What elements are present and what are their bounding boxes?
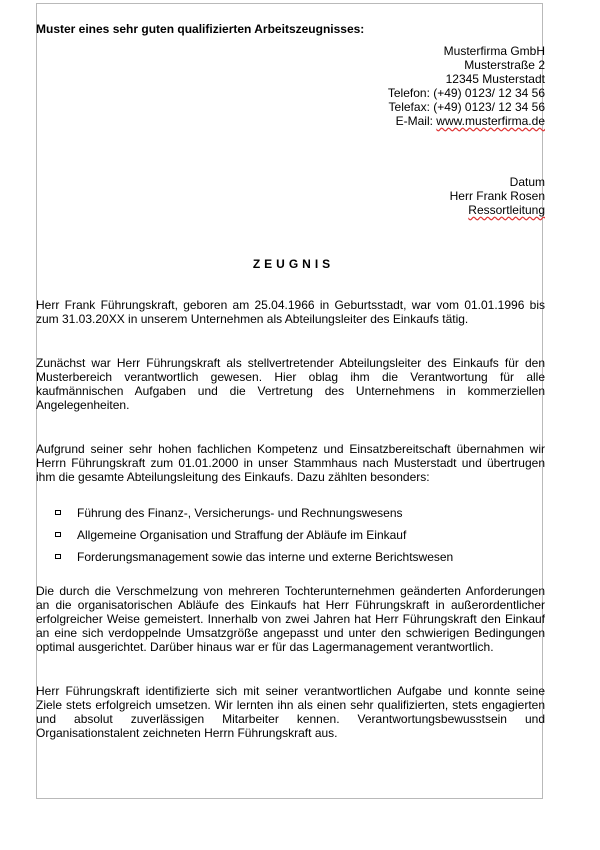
list-item (36, 506, 545, 520)
email-label: E-Mail: (395, 114, 437, 128)
sender-city: 12345 Musterstadt (445, 72, 545, 86)
document-heading: Muster eines sehr guten qualifizierten Arbeitszeugnisses: (36, 22, 365, 36)
square-bullet-icon (55, 510, 61, 515)
recipient-block (36, 175, 545, 217)
sender-fax: Telefax: (+49) 0123/ 12 34 56 (388, 100, 545, 114)
sender-phone: Telefon: (+49) 0123/ 12 34 56 (387, 86, 545, 100)
sender-address-block (36, 44, 545, 128)
list-item-text: Forderungsmanagement sowie das interne und externe Berichtswesen (77, 550, 454, 564)
responsibilities-list (36, 506, 545, 564)
sender-street: Musterstraße 2 (464, 58, 545, 72)
recipient-role-text: Ressortleitung (468, 203, 545, 217)
paragraph-assessment: Herr Führungskraft identifizierte sich mit seiner verantwortlichen Aufgabe und konnte seine Ziele stets erfolgreich umsetzen. Wir lernten ihn als einen sehr qualifizierten, stets engagierten und absolut zuverlässigen Mitarbeiter kennen. Verantwortungsbewusstsein und Organisationstalent zeichneten Herrn Führungskraft aus. (36, 684, 545, 740)
square-bullet-icon (55, 532, 61, 537)
list-item (36, 528, 545, 542)
list-item (36, 550, 545, 564)
square-bullet-icon (55, 554, 61, 559)
list-item-text: Allgemeine Organisation und Straffung der Abläufe im Einkauf (77, 528, 407, 542)
sender-email-line (36, 114, 545, 128)
paragraph-achievements: Die durch die Verschmelzung von mehreren Tochterunternehmen geänderten Anforderungen an die organisatorischen Abläufe des Einkaufs hat Herr Führungskraft in außerordentlicher erfolgreicher Weise gemeistert. Innerhalb von zwei Jahren hat Herr Führungskraft den Einkauf an eine sich verdoppelnde Umsatzgröße angepasst und unter den schwierigen Bedingungen optimal ausgerichtet. Darüber hinaus war er für das Lagermanagement verantwortlich. (36, 584, 545, 654)
paragraph-promotion: Aufgrund seiner sehr hohen fachlichen Kompetenz und Einsatzbereitschaft übernahmen wir Herrn Führungskraft zum 01.01.2000 in unser Stammhaus nach Musterstadt und übertrugen ihm die gesamte Abteilungsleitung des Einkaufs. Dazu zählten besonders: (36, 442, 545, 484)
sender-company: Musterfirma GmbH (443, 44, 545, 58)
paragraph-intro: Herr Frank Führungskraft, geboren am 25.04.1966 in Geburtsstadt, war vom 01.01.1996 bis zum 31.03.20XX in unserem Unternehmen als Abteilungsleiter des Einkaufs tätig. (36, 298, 545, 326)
date-field: Datum (509, 175, 545, 189)
document-title: ZEUGNIS (252, 257, 335, 271)
paragraph-first-role: Zunächst war Herr Führungskraft als stellvertretender Abteilungsleiter des Einkaufs für den Musterbereich verantwortlich gewesen. Hier oblag ihm die Verantwortung für alle kaufmännischen Aufgaben und die Vertretung des Unternehmens in kommerziellen Angelegenheiten. (36, 356, 545, 412)
recipient-name: Herr Frank Rosen (449, 189, 545, 203)
document-body (36, 22, 545, 740)
recipient-role (36, 203, 545, 217)
website-link[interactable]: www.musterfirma.de (436, 114, 545, 128)
list-item-text: Führung des Finanz-, Versicherungs- und Rechnungswesens (77, 506, 403, 520)
